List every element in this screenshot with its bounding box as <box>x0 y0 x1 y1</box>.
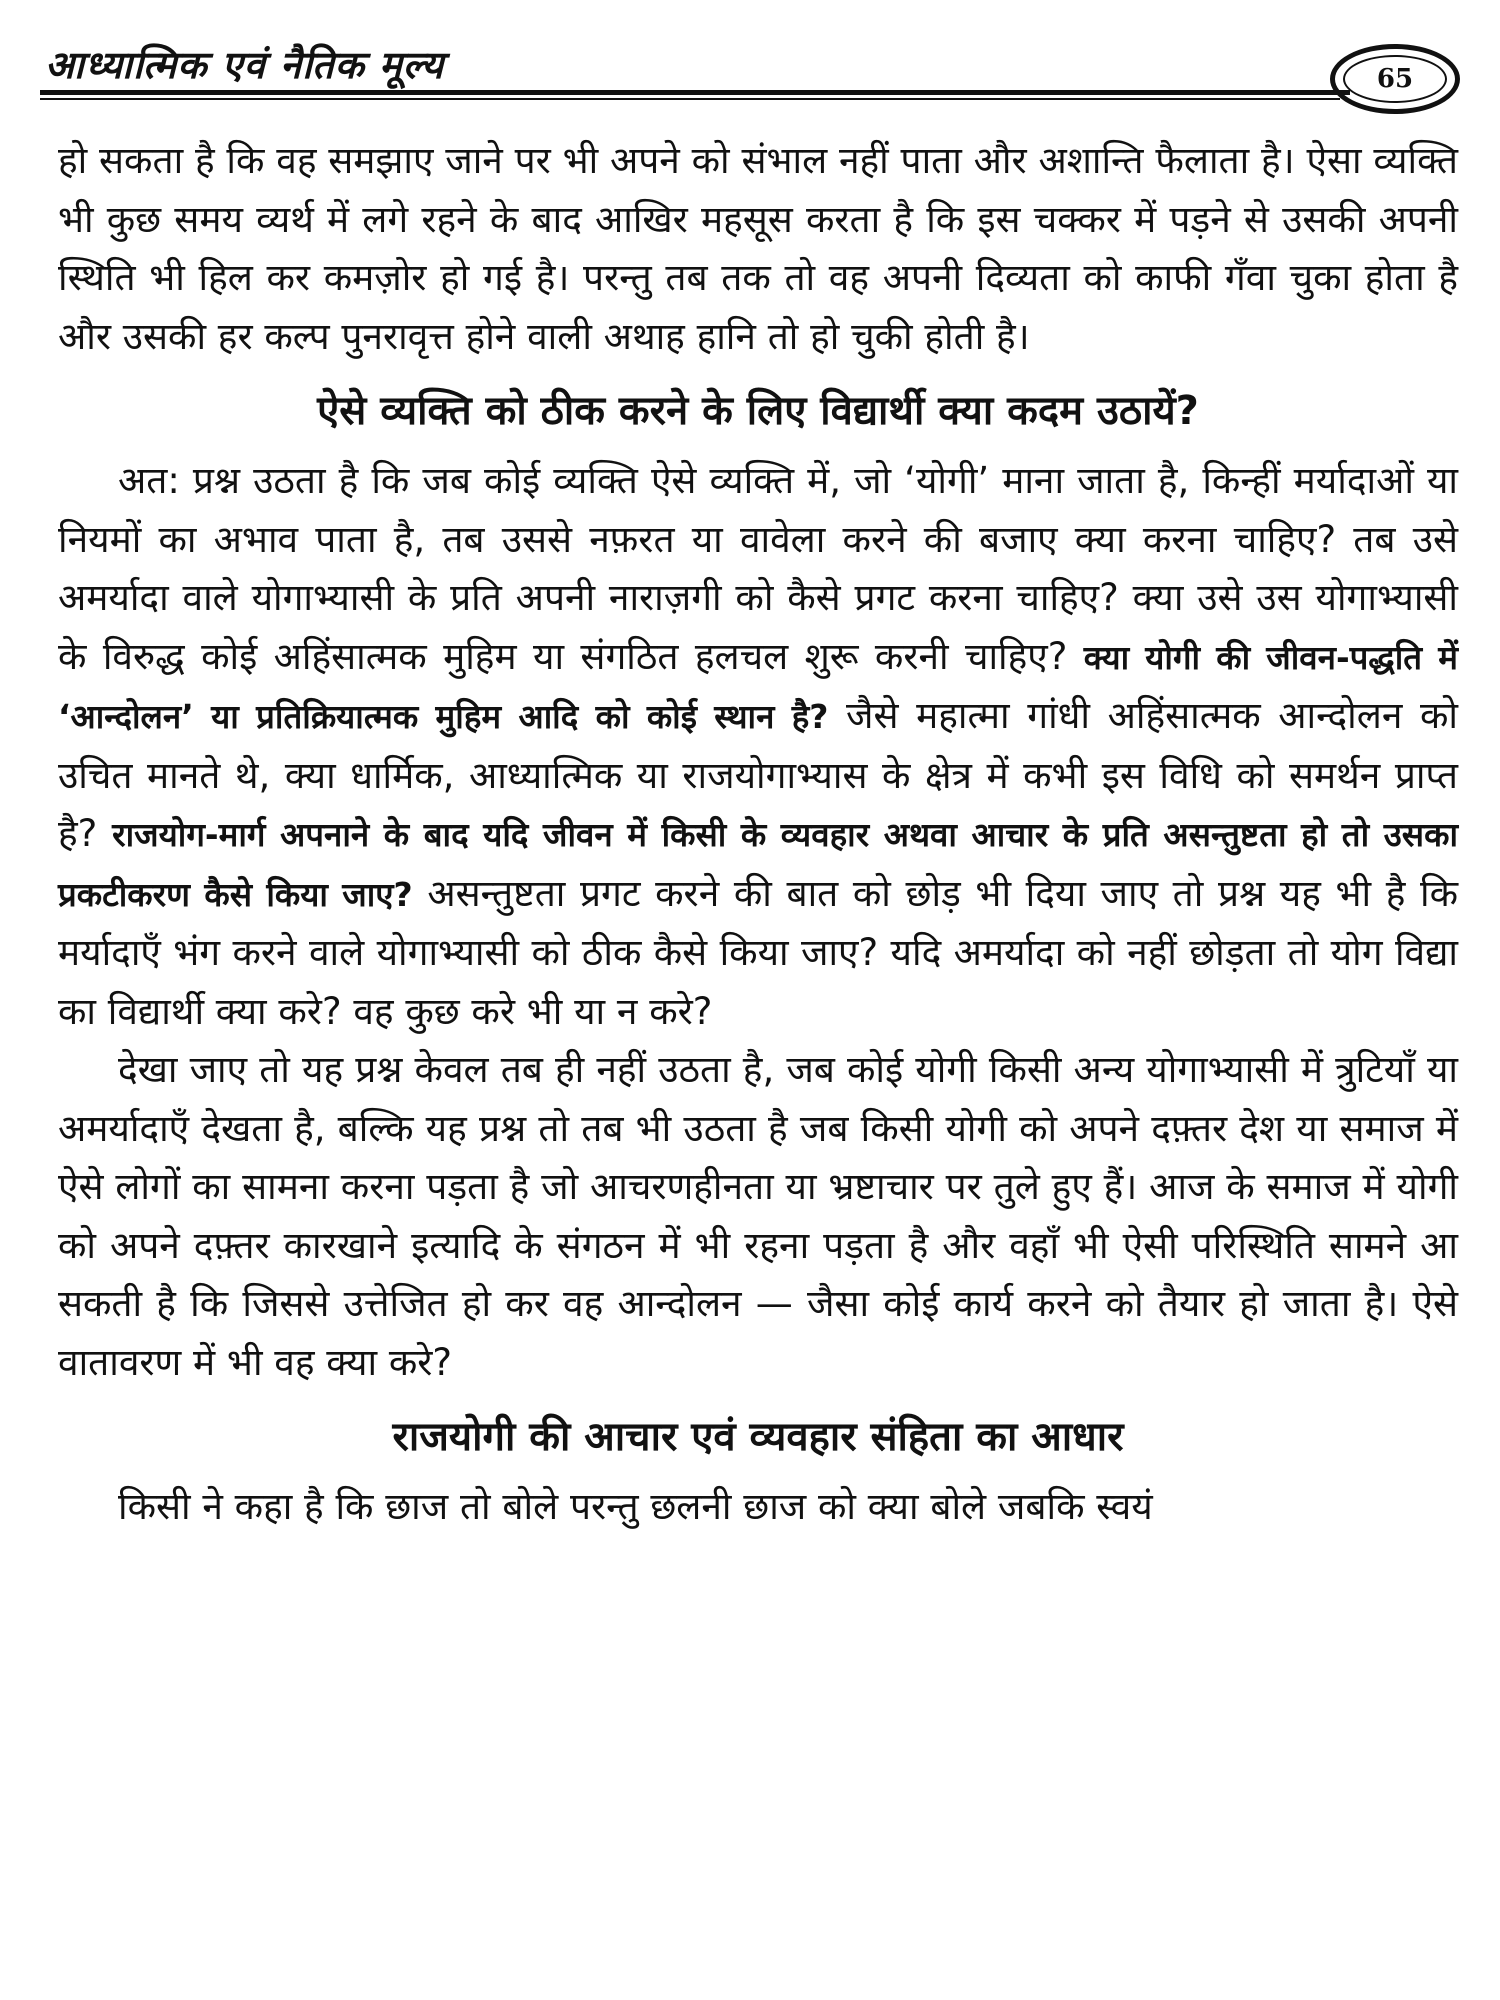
section-heading-2: राजयोगी की आचार एवं व्यवहार संहिता का आधार <box>392 1414 1124 1460</box>
paragraph-4: किसी ने कहा है कि छाज तो बोले परन्तु छलनी छाज को क्या बोले जबकि स्वयं <box>118 1485 1153 1528</box>
header-rule-thin <box>40 98 1340 100</box>
paragraph-2-text-e: असन्तुष्टता प्रगट करने की बात को छोड़ भी दिया जाए तो प्रश्न यह भी है कि मर्यादाएँ भंग करने वाले योगाभ्यासी को ठीक कैसे किया जाए? यदि अमर्यादा को नहीं छोड़ता तो योग विद्या का विद्यार्थी क्या करे? वह कुछ करे भी या न करे? <box>58 871 1458 1033</box>
header-rule <box>40 90 1350 95</box>
paragraph-2-bold-question-2: राजयोग-मार्ग अपनाने के बाद यदि जीवन में किसी के व्यवहार अथवा आचार के प्रति असन्तुष्टता हो तो उसका प्रकटीकरण कैसे किया जाए? <box>58 815 1458 914</box>
paragraph-2-bold-question-1: क्या योगी की जीवन-पद्धति में ‘आन्दोलन’ या प्रतिक्रियात्मक मुहिम आदि को कोई स्थान है? <box>58 637 1458 736</box>
page-body <box>58 132 1458 1537</box>
page-number-badge <box>1330 44 1460 114</box>
paragraph-1: हो सकता है कि वह समझाए जाने पर भी अपने को संभाल नहीं पाता और अशान्ति फैलाता है। ऐसा व्यक्ति भी कुछ समय व्यर्थ में लगे रहने के बाद आखिर महसूस करता है कि इस चक्कर में पड़ने से उसकी अपनी स्थिति भी हिल कर कमज़ोर हो गई है। परन्तु तब तक तो वह अपनी दिव्यता को काफी गँवा चुका होता है और उसकी हर कल्प पुनरावृत्त होने वाली अथाह हानि तो हो चुकी होती है। <box>58 139 1458 358</box>
page-number: 65 <box>1343 55 1447 103</box>
paragraph-2 <box>58 452 1458 1041</box>
section-heading-1: ऐसे व्यक्ति को ठीक करने के लिए विद्यार्थी क्या कदम उठायें? <box>317 388 1199 434</box>
paragraph-2-text-c: जैसे महात्मा गांधी अहिंसात्मक आन्दोलन को उचित मानते थे, क्या धार्मिक, आध्यात्मिक या राजयोगाभ्यास के क्षेत्र में कभी इस विधि को समर्थन प्राप्त है? <box>58 694 1458 855</box>
paragraph-2-text-a: अत: प्रश्न उठता है कि जब कोई व्यक्ति ऐसे व्यक्ति में, जो ‘योगी’ माना जाता है, किन्हीं मर्यादाओं या नियमों का अभाव पाता है, तब उससे नफ़रत या वावेला करने की बजाए क्या करना चाहिए? तब उसे अमर्यादा वाले योगाभ्यासी के प्रति अपनी नाराज़गी को कैसे प्रगट करना चाहिए? क्या उसे उस योगाभ्यासी के विरुद्ध कोई अहिंसात्मक मुहिम या संगठित हलचल शुरू करनी चाहिए? <box>58 459 1458 678</box>
paragraph-3: देखा जाए तो यह प्रश्न केवल तब ही नहीं उठता है, जब कोई योगी किसी अन्य योगाभ्यासी में त्रुटियाँ या अमर्यादाएँ देखता है, बल्कि यह प्रश्न तो तब भी उठता है जब किसी योगी को अपने दफ़्तर देश या समाज में ऐसे लोगों का सामना करना पड़ता है जो आचरणहीनता या भ्रष्टाचार पर तुले हुए हैं। आज के समाज में योगी को अपने दफ़्तर कारखाने इत्यादि के संगठन में भी रहना पड़ता है और वहाँ भी ऐसी परिस्थिति सामने आ सकती है कि जिससे उत्तेजित हो कर वह आन्दोलन — जैसा कोई कार्य करने को तैयार हो जाता है। ऐसे वातावरण में भी वह क्या करे? <box>58 1048 1458 1384</box>
running-title: आध्यात्मिक एवं नैतिक मूल्य <box>45 43 445 87</box>
